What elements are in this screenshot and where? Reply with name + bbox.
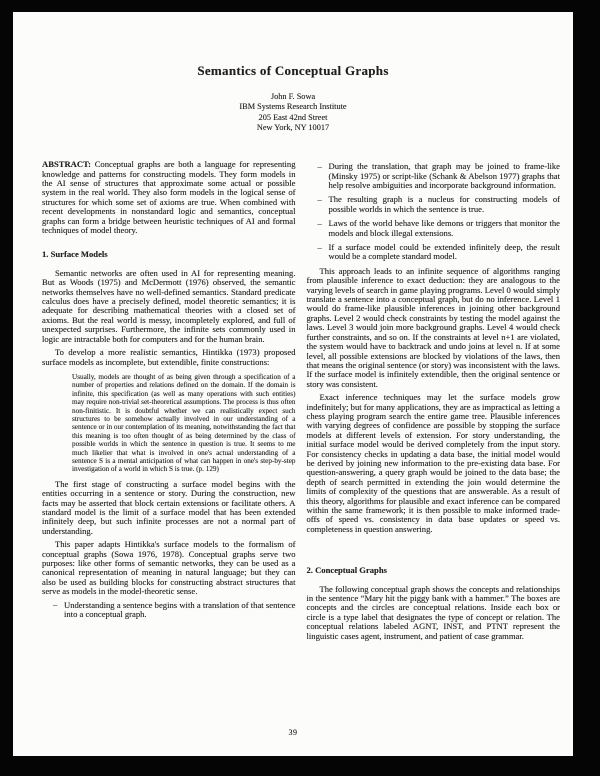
section2-heading: 2. Conceptual Graphs bbox=[306, 565, 387, 576]
author-affiliation: IBM Systems Research Institute bbox=[239, 102, 347, 112]
bullet-item: – The resulting graph is a nucleus for constructing models of possible worlds in which the sentence is true. bbox=[329, 195, 561, 214]
author-block bbox=[13, 92, 573, 133]
left-column bbox=[42, 160, 296, 645]
bullet-item: – During the translation, that graph may be joined to frame-like (Minsky 1975) or script-like (Schank & Abelson 1977) graphs that help resolve ambiguities and incorporate background information. bbox=[329, 162, 561, 190]
bullet-item: – If a surface model could be extended infinitely deep, the result would be a complete standard model. bbox=[329, 243, 561, 262]
section1-paragraph-5: This approach leads to an infinite sequence of algorithms ranging from plausible inference to exact deduction: they are analogous to the varying levels of search in game playing programs. Level 0 would simply translate a sentence into a conceptual graph, but do no inference. Level 1 would do frame-like plausible inferences in joining other background graphs. Level 2 would check constraints by testing the model against the laws. Level 3 would join more background graphs. Level 4 would check further constraints, and so on. If the constraints at level n+1 are violated, the system would have to backtrack and undo joins at level n. If at some level, all possible extensions are blocked by violations of the laws, then that means the original sentence (or story) was inconsistent with the laws. If the surface model is infinitely extendible, then the original sentence or story was consistent. bbox=[306, 265, 560, 389]
abstract-text: Conceptual graphs are both a language for representing knowledge and patterns for constructing models. They form models in the AI sense of structures that approximate some actual or possible system in the real world. They also form models in the logical sense of structures for which some set of axioms are true. When combined with recent developments in nonstandard logic and semantics, conceptual graphs can form a bridge between heuristic techniques of AI and formal techniques of model theory. bbox=[42, 159, 296, 236]
section1-paragraph-2: To develop a more realistic semantics, Hintikka (1973) proposed surface models as incomplete, but extendible, finite constructions: bbox=[42, 347, 296, 367]
bullet-list-right bbox=[307, 162, 561, 262]
paper-page bbox=[13, 12, 573, 756]
author-address-line2: New York, NY 10017 bbox=[256, 122, 330, 132]
abstract-paragraph bbox=[42, 160, 296, 235]
section2-paragraph-1: The following conceptual graph shows the concepts and relationships in the sentence “Mary hit the piggy bank with a hammer.” The boxes are concepts and the circles are conceptual relations. Inside each box or circle is a type label that designates the type of concept or relation. The conceptual relations labeled AGNT, INST, and PTNT represent the linguistic cases agent, instrument, and patient of case grammar. bbox=[306, 583, 560, 641]
section1-heading: 1. Surface Models bbox=[42, 249, 108, 260]
section1-paragraph-3: The first stage of constructing a surface model begins with the entities occurring in a sentence or story. During the construction, new facts may be asserted that block certain extensions or facilitate others. A standard model is the limit of a surface model that has been extended infinitely deep, but such infinite processes are not a normal part of understanding. bbox=[42, 478, 296, 536]
right-column bbox=[307, 160, 561, 645]
section1-paragraph-4: This paper adapts Hintikka's surface models to the formalism of conceptual graphs (Sowa 1976, 1978). Conceptual graphs serve two purposes: like other forms of semantic networks, they can be used as a canonical representation of meaning in natural language; but they can also be used as building blocks for constructing abstract structures that serve as models in the model-theoretic sense. bbox=[42, 539, 296, 597]
paper-title: Semantics of Conceptual Graphs bbox=[197, 63, 389, 78]
two-column-body bbox=[42, 160, 560, 645]
page-number: 39 bbox=[288, 728, 298, 737]
author-name: John F. Sowa bbox=[270, 92, 316, 101]
section1-paragraph-6: Exact inference techniques may let the surface models grow indefinitely; but for many applications, they are as impractical as letting a chess playing program search the entire game tree. Plausible inferences with varying degrees of confidence are possible by stopping the surface models at different levels of extension. For story understanding, the initial surface model would be derived completely from the input story. For consistency checks in updating a data base, the initial model would be derived by joining new information to the pre-existing data base. For question-answering, a query graph would be joined to the data base; the depth of search permitted in extending the join would determine the limits of complexity of the questions that are answerable. As a result of this theory, algorithms for plausible and exact inference can be compared within the same framework; it is then possible to make informed trade-offs of speed vs. consistency in data base updates or speed vs. completeness in question answering. bbox=[306, 392, 560, 534]
bullet-list-left bbox=[42, 601, 296, 620]
section1-paragraph-1: Semantic networks are often used in AI for representing meaning. But as Woods (1975) and McDermott (1976) observed, the semantic networks themselves have no well-defined semantics. Standard predicate calculus does have a precisely defined, model theoretic semantics; it is adequate for describing mathematical theories with a closed set of axioms. But the real world is messy, incompletely explored, and full of unexpected surprises. Furthermore, the infinite sets commonly used in logic are intractable both for computers and for the human brain. bbox=[42, 267, 296, 344]
bullet-item: – Laws of the world behave like demons or triggers that monitor the models and block illegal extensions. bbox=[329, 219, 561, 238]
author-address-line1: 205 East 42nd Street bbox=[258, 112, 328, 122]
hintikka-block-quote: Usually, models are thought of as being given through a specification of a number of properties and relations defined on the domain. If the domain is infinite, this specification (as well as many operations with such entities) may require non-trivial set-theoretical assumptions. The process is thus often non-finitistic. It is doubtful whether we can realistically expect such structures to be somehow actually involved in our understanding of a sentence or in our contemplation of its meaning, notwithstanding the fact that this meaning is too often thought of as being determined by the class of possible worlds in which the sentence in question is true. It seems to me much likelier that what is involved in one's actual understanding of a sentence S is a mental anticipation of what can happen in one's step-by-step investigation of a world in which S is true. (p. 129) bbox=[72, 372, 296, 474]
bullet-item: – Understanding a sentence begins with a translation of that sentence into a conceptual graph. bbox=[64, 601, 296, 620]
abstract-label: ABSTRACT: bbox=[42, 159, 92, 170]
